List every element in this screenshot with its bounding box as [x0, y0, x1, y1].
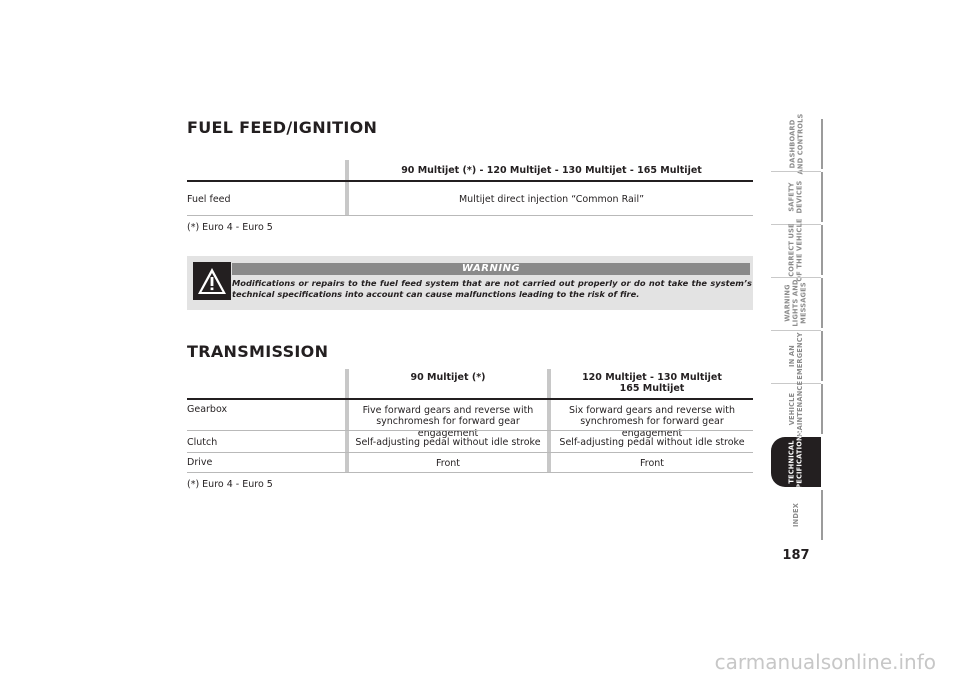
- gearbox-col1-line2: synchromesh for forward gear engagement: [376, 416, 520, 439]
- tab-dashboard-and-controls[interactable]: [771, 113, 823, 175]
- fuel-row-value: Multijet direct injection “Common Rail”: [458, 194, 645, 205]
- warning-title: WARNING: [232, 263, 750, 275]
- gearbox-col1-line1: Five forward gears and reverse with: [362, 405, 534, 416]
- drive-rule: [187, 472, 753, 473]
- tab-label: IN AN EMERGENCY: [788, 332, 804, 380]
- fuel-header-rule: [187, 180, 753, 182]
- fuel-row-label: Fuel feed: [187, 194, 231, 205]
- transmission-header-rule: [187, 398, 753, 400]
- clutch-col2: Self-adjusting pedal without idle stroke: [559, 437, 745, 448]
- transmission-col1-header: 90 Multijet (*): [410, 372, 486, 383]
- drive-col2: Front: [639, 458, 665, 469]
- drive-label: Drive: [187, 457, 213, 468]
- clutch-rule: [187, 452, 753, 453]
- transmission-col2-header-line1: 120 Multijet - 130 Multijet: [582, 372, 722, 383]
- transmission-footnote: (*) Euro 4 - Euro 5: [187, 479, 273, 490]
- gearbox-label: Gearbox: [187, 404, 228, 415]
- tab-label: INDEX: [791, 502, 800, 528]
- tab-label: TECHNICAL SPECIFICATIONS: [788, 430, 805, 494]
- tab-label: VEHICLE MAINTENANCE: [788, 380, 805, 438]
- warning-box: [187, 256, 753, 310]
- warning-text: Modifications or repairs to the fuel feed system that are not carried out properly or do not take the system’s technical specifications into account can cause malfunctions leading to the risk of fire.: [232, 278, 752, 299]
- tab-technical-specifications[interactable]: [771, 430, 821, 494]
- tab-warning-lights-and-messages[interactable]: [771, 278, 823, 328]
- fuel-footnote: (*) Euro 4 - Euro 5: [187, 222, 273, 233]
- fuel-table-header: 90 Multijet (*) - 120 Multijet - 130 Multijet - 165 Multijet: [401, 165, 702, 176]
- tab-label: CORRECT USE OF THE VEHICLE: [788, 218, 804, 282]
- tab-correct-use-of-the-vehicle[interactable]: [771, 218, 823, 282]
- gearbox-col2-line1: Six forward gears and reverse with: [568, 405, 736, 416]
- transmission-col2-header-line2: 165 Multijet: [619, 383, 685, 394]
- drive-col1: Front: [435, 458, 461, 469]
- tab-in-an-emergency[interactable]: [771, 331, 823, 381]
- clutch-col1: Self-adjusting pedal without idle stroke: [355, 437, 541, 448]
- transmission-section-title: TRANSMISSION: [187, 342, 329, 361]
- tab-index[interactable]: [771, 490, 823, 540]
- fuel-section-title: FUEL FEED/IGNITION: [187, 118, 378, 137]
- watermark: [0, 650, 960, 674]
- gearbox-col2-line2: synchromesh for forward gear engagement: [580, 416, 724, 439]
- warning-icon: [193, 262, 231, 300]
- tab-label: SAFETY DEVICES: [788, 180, 804, 214]
- clutch-label: Clutch: [187, 437, 218, 448]
- fuel-row-rule: [187, 215, 753, 216]
- tab-vehicle-maintenance[interactable]: [771, 380, 823, 438]
- tab-label: WARNING LIGHTS AND MESSAGES: [783, 279, 808, 327]
- page-number: 187: [782, 548, 810, 563]
- tab-safety-devices[interactable]: [771, 172, 823, 222]
- gearbox-rule: [187, 430, 753, 431]
- tab-label: DASHBOARD AND CONTROLS: [788, 113, 805, 175]
- watermark-text: carmanualsonline.info: [714, 650, 936, 674]
